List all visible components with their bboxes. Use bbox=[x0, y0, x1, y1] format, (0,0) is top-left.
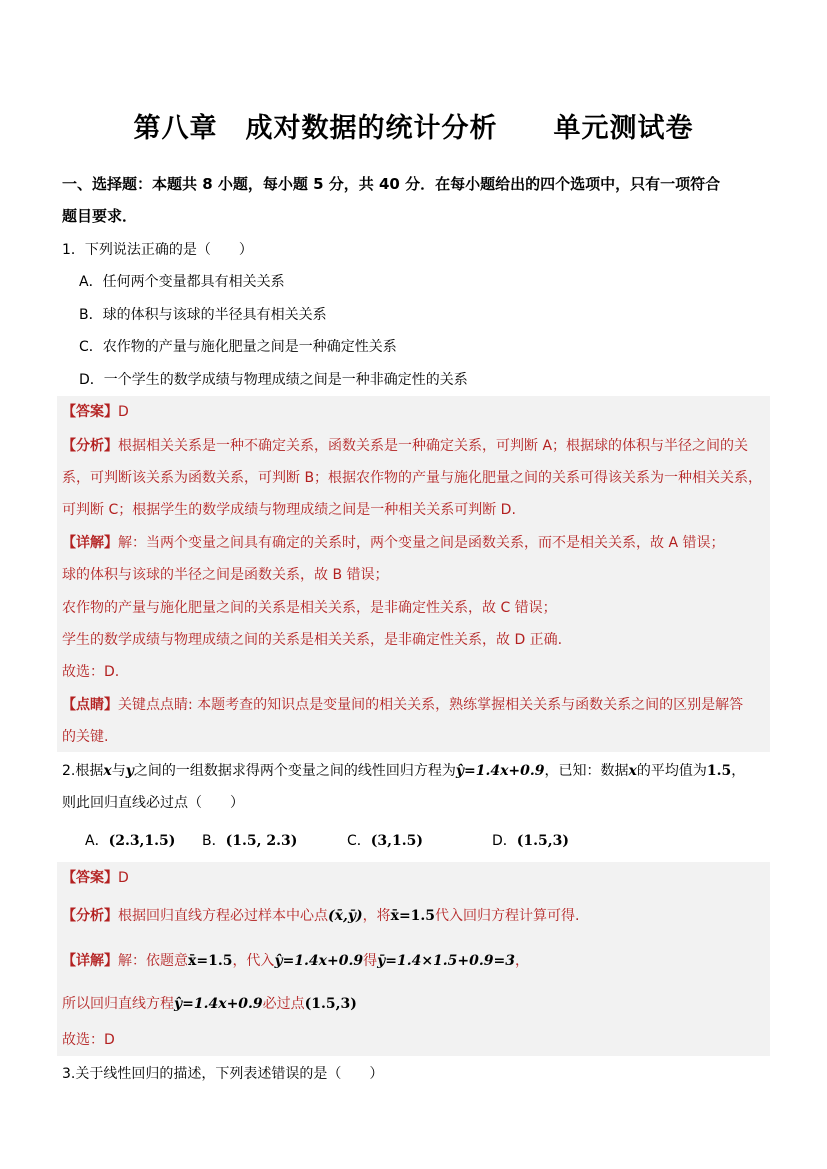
calculation: ȳ=1.4×1.5+0.9=3 bbox=[377, 953, 515, 969]
var-y: y bbox=[125, 763, 134, 779]
q2-option-b bbox=[202, 831, 297, 851]
q1-detail-line-3: 农作物的产量与施化肥量之间的关系是相关关系，是非确定性关系，故 C 错误； bbox=[62, 600, 557, 616]
section-heading-line-2: 题目要求． bbox=[62, 207, 138, 225]
answer-tag: 【答案】 bbox=[62, 404, 118, 420]
option-label: C． bbox=[347, 833, 371, 849]
detail-text: 必过点 bbox=[262, 996, 305, 1012]
q1-choose: 故选：D. bbox=[62, 664, 120, 680]
var-x: x bbox=[628, 763, 637, 779]
q2-stem-text: ，已知：数据 bbox=[544, 763, 629, 779]
option-label: A． bbox=[85, 833, 109, 849]
analysis-text: ，将 bbox=[362, 908, 391, 924]
xbar-equation: x̄=1.5 bbox=[390, 908, 436, 924]
detail-text: 解：当两个变量之间具有确定的关系时，两个变量之间是函数关系，而不是相关关系，故 A 错误； bbox=[118, 535, 725, 551]
option-value: (1.5, 2.3) bbox=[225, 833, 298, 849]
detail-text: ，代入 bbox=[232, 953, 275, 969]
regression-equation: ŷ=1.4x+0.9 bbox=[174, 996, 263, 1012]
q1-option-b: B．球的体积与该球的半径具有相关关系 bbox=[79, 307, 327, 323]
comment-tag: 【点睛】 bbox=[62, 697, 118, 713]
detail-text: 所以回归直线方程 bbox=[62, 996, 174, 1012]
analysis-text: 根据回归直线方程必过样本中心点 bbox=[118, 908, 328, 924]
q1-comment-line-1 bbox=[62, 695, 743, 715]
q2-stem-text: 的平均值为 bbox=[636, 763, 707, 779]
option-value: (3,1.5) bbox=[370, 833, 424, 849]
q1-analysis-line-2: 系，可判断该关系为函数关系，可判断 B；根据农作物的产量与施化肥量之间的关系可得该关系为一种相关关系， bbox=[62, 470, 763, 486]
q3-stem: 3.关于线性回归的描述，下列表述错误的是（ ） bbox=[62, 1066, 384, 1082]
q2-stem-text: ， bbox=[731, 763, 746, 779]
analysis-tag: 【分析】 bbox=[62, 908, 118, 924]
analysis-text: 代入回归方程计算可得. bbox=[435, 908, 580, 924]
option-value: (1.5,3) bbox=[516, 833, 570, 849]
detail-text: ， bbox=[514, 953, 529, 969]
mean-value: 1.5 bbox=[706, 763, 732, 779]
analysis-text: 根据相关关系是一种不确定关系，函数关系是一种确定关系，可判断 A；根据球的体积与半径之间的关 bbox=[118, 438, 749, 454]
q2-analysis bbox=[62, 906, 580, 926]
q2-option-a bbox=[85, 831, 175, 851]
analysis-tag: 【分析】 bbox=[62, 438, 118, 454]
q1-analysis-line-3: 可判断 C；根据学生的数学成绩与物理成绩之间是一种相关关系可判断 D. bbox=[62, 502, 516, 518]
q2-stem-text: 2.根据 bbox=[62, 763, 104, 779]
q1-analysis-line-1 bbox=[62, 436, 748, 456]
q1-option-c: C．农作物的产量与施化肥量之间是一种确定性关系 bbox=[79, 339, 397, 355]
option-label: D． bbox=[492, 833, 517, 849]
q1-detail-line-2: 球的体积与该球的半径之间是函数关系，故 B 错误； bbox=[62, 567, 389, 583]
q2-stem-line-1 bbox=[62, 761, 745, 781]
q2-stem-text: 与 bbox=[111, 763, 126, 779]
q2-answer bbox=[62, 868, 129, 888]
xbar-equation: x̄=1.5 bbox=[188, 953, 233, 969]
q1-stem: 1．下列说法正确的是（ ） bbox=[62, 242, 253, 258]
q1-detail-line-1 bbox=[62, 533, 724, 553]
q1-answer bbox=[62, 402, 129, 422]
fixed-point: (1.5,3) bbox=[304, 996, 357, 1012]
answer-value: D bbox=[118, 404, 129, 420]
comment-text: 关键点点睛: 本题考查的知识点是变量间的相关关系，熟练掌握相关关系与函数关系之间的区别是解答 bbox=[118, 697, 744, 713]
q2-detail-line-2 bbox=[62, 994, 357, 1014]
detail-text: 得 bbox=[363, 953, 378, 969]
q2-choose: 故选：D bbox=[62, 1032, 115, 1048]
section-heading-line-1: 一、选择题：本题共 8 小题，每小题 5 分，共 40 分．在每小题给出的四个选项中，只有一项符合 bbox=[62, 175, 721, 193]
regression-equation: ŷ=1.4x+0.9 bbox=[274, 953, 364, 969]
var-x: x bbox=[103, 763, 112, 779]
detail-tag: 【详解】 bbox=[62, 535, 118, 551]
q1-detail-line-4: 学生的数学成绩与物理成绩之间的关系是相关关系，是非确定性关系，故 D 正确. bbox=[62, 632, 563, 648]
q2-stem-text: 之间的一组数据求得两个变量之间的线性回归方程为 bbox=[133, 763, 456, 779]
answer-value: D bbox=[118, 870, 129, 886]
q2-detail-line-1 bbox=[62, 951, 529, 971]
q2-option-d bbox=[492, 831, 569, 851]
detail-text: 解：依题意 bbox=[118, 953, 188, 969]
page-title: 第八章 成对数据的统计分析 单元测试卷 bbox=[133, 113, 694, 144]
q1-comment-line-2: 的关键. bbox=[62, 729, 109, 745]
option-value: (2.3,1.5) bbox=[108, 833, 176, 849]
detail-tag: 【详解】 bbox=[62, 953, 118, 969]
q1-option-d: D．一个学生的数学成绩与物理成绩之间是一种非确定性的关系 bbox=[79, 372, 468, 388]
answer-tag: 【答案】 bbox=[62, 870, 118, 886]
option-label: B． bbox=[202, 833, 226, 849]
q2-stem-line-2: 则此回归直线必过点（ ） bbox=[62, 795, 244, 811]
q1-option-a: A．任何两个变量都具有相关关系 bbox=[79, 274, 285, 290]
q2-option-c bbox=[347, 831, 423, 851]
sample-center: (x̄,ȳ) bbox=[328, 908, 363, 924]
regression-equation: ŷ=1.4x+0.9 bbox=[455, 763, 545, 779]
